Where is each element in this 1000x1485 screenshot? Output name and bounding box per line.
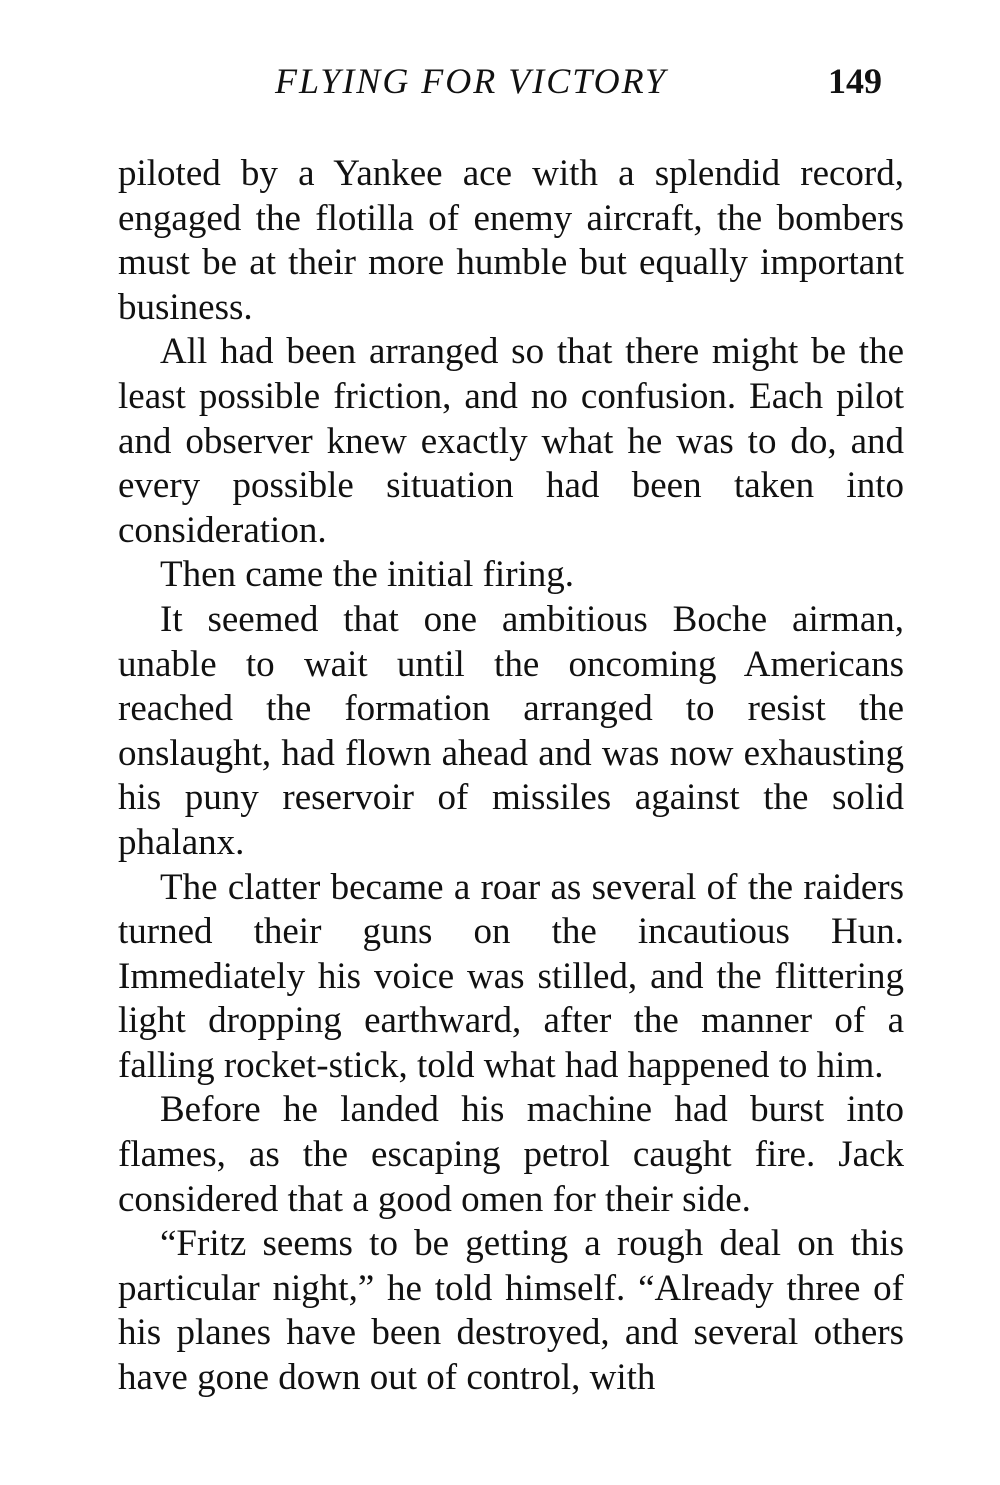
paragraph: It seemed that one ambitious Boche airman, unable to wait until the oncoming Americans reached the formation arranged to resist the onslaught, had flown ahead and was now exhausting his puny reservoir of missiles against the solid phalanx. [118, 598, 904, 863]
paragraph: All had been arranged so that there might be the least possible friction, and no confusion. Each pilot and observer knew exactly what he was to do, and every possible situation had been taken into consideration. [118, 331, 904, 551]
body-text [118, 152, 904, 1401]
running-header [0, 58, 1000, 108]
paragraph: “Fritz seems to be getting a rough deal on this particular night,” he told himself. “Already three of his planes have been destroyed, and several others have gone down out of control, with [118, 1223, 904, 1399]
paragraph: Before he landed his machine had burst into flames, as the escaping petrol caught fire. Jack considered that a good omen for their side. [118, 1089, 904, 1220]
paragraph: The clatter became a roar as several of the raiders turned their guns on the incautious Hun. Immediately his voice was stilled, and the flittering light dropping earthward, after the manner of a falling rocket-stick, told what had happened to him. [118, 866, 904, 1086]
running-title: FLYING FOR VICTORY [275, 61, 668, 101]
paragraph: Then came the initial firing. [160, 554, 575, 596]
paragraph: piloted by a Yankee ace with a splendid record, engaged the flotilla of enemy aircraft, the bombers must be at their more humble but equally important business. [118, 153, 904, 328]
page-number: 149 [828, 61, 882, 101]
